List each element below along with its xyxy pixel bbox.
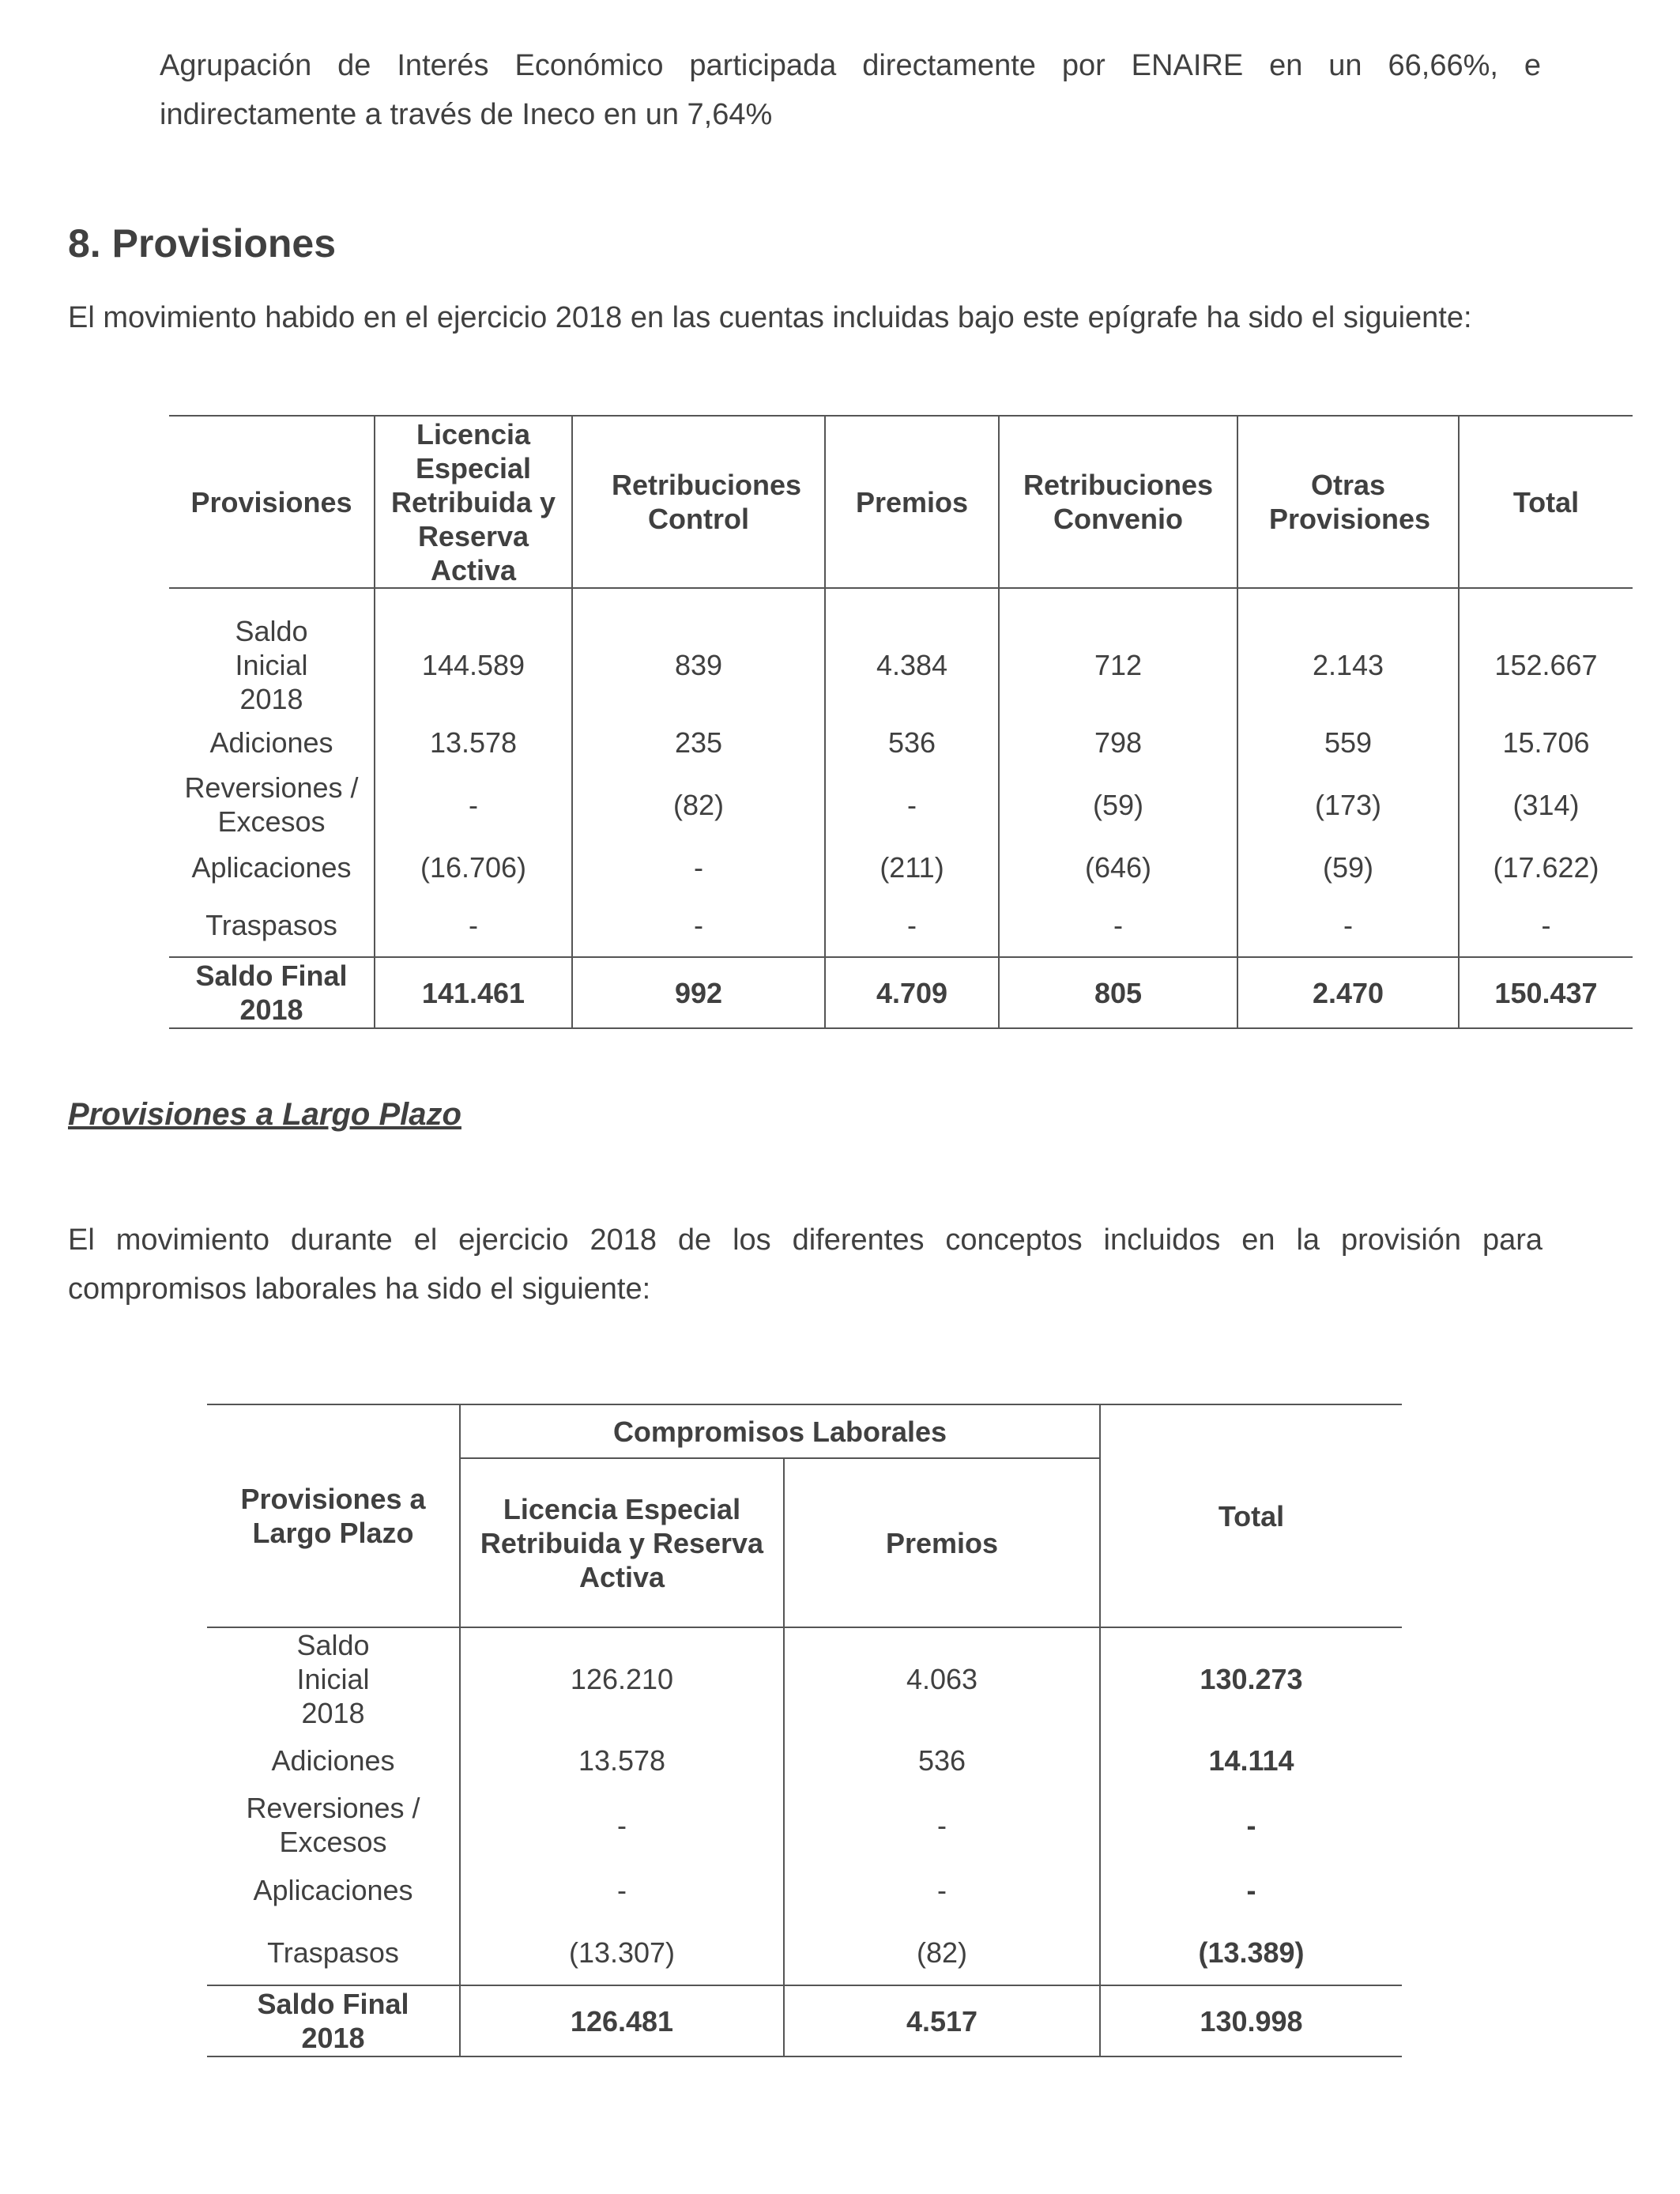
table-cell: (13.389) — [1100, 1920, 1402, 1985]
row-label: Adiciones — [271, 1744, 395, 1777]
col-header-licencia: Licencia Especial Retribuida y Reserva Activa — [460, 1458, 784, 1627]
table-cell: 2.470 — [1237, 957, 1459, 1028]
table-cell: - — [375, 893, 572, 957]
table-cell: 2.143 — [1237, 614, 1459, 716]
table-cell: - — [1237, 893, 1459, 957]
col-header-premios: Premios — [825, 416, 999, 588]
row-label: Saldo Final 2018 — [169, 957, 375, 1028]
provisiones-table — [169, 415, 1633, 1029]
table-header-row — [207, 1404, 1402, 1458]
table-cell: 126.210 — [460, 1627, 784, 1730]
table-cell: (13.307) — [460, 1920, 784, 1985]
table-cell: 144.589 — [375, 614, 572, 716]
table-cell: 798 — [999, 716, 1237, 768]
col-header-total: Total — [1100, 1404, 1402, 1627]
table-total-row — [169, 957, 1633, 1028]
row-label: Traspasos — [205, 908, 337, 941]
table-cell: - — [572, 841, 825, 893]
col-header-retribuciones-convenio: Retribuciones Convenio — [999, 416, 1237, 588]
row-label: Aplicaciones — [191, 850, 352, 884]
provisiones-largo-plazo-table — [207, 1404, 1402, 2057]
intro-paragraph: Agrupación de Interés Económico participada directamente por ENAIRE en un 66,66%, e indirectamente a través de Ineco en un 7,64% — [160, 49, 1541, 131]
col-header-licencia: Licencia Especial Retribuida y Reserva Activa — [375, 416, 572, 588]
section-heading: 8. Provisiones — [68, 221, 337, 266]
row-label: Traspasos — [267, 1936, 399, 1969]
row-label: Saldo Final 2018 — [207, 1985, 460, 2056]
table-cell: - — [460, 1860, 784, 1920]
row-label: Aplicaciones — [253, 1873, 413, 1906]
col-header-compromisos-laborales: Compromisos Laborales — [460, 1404, 1100, 1458]
table-cell: 4.384 — [825, 614, 999, 716]
table-cell: (314) — [1459, 768, 1633, 841]
table-cell: - — [825, 768, 999, 841]
row-label: Saldo Inicial 2018 — [296, 1629, 370, 1729]
table-cell: (17.622) — [1459, 841, 1633, 893]
table-cell: 152.667 — [1459, 614, 1633, 716]
table-cell: 839 — [572, 614, 825, 716]
table-cell: 805 — [999, 957, 1237, 1028]
table-cell: (59) — [999, 768, 1237, 841]
table-header-row — [169, 416, 1633, 588]
table-cell: 130.273 — [1100, 1627, 1402, 1730]
col-header-retribuciones-control: Retribuciones Control — [572, 416, 825, 588]
col-header-total: Total — [1459, 416, 1633, 588]
table-cell: 4.517 — [784, 1985, 1100, 2056]
table-row — [169, 893, 1633, 957]
subheading-largo-plazo: Provisiones a Largo Plazo — [68, 1097, 461, 1132]
col-header-otras-provisiones: Otras Provisiones — [1237, 416, 1459, 588]
col-header-premios: Premios — [784, 1458, 1100, 1627]
table-cell: 130.998 — [1100, 1985, 1402, 2056]
section-paragraph: El movimiento habido en el ejercicio 2018 en las cuentas incluidas bajo este epígrafe ha sido el siguiente: — [68, 301, 1472, 334]
table-cell: 13.578 — [375, 716, 572, 768]
table-total-row — [207, 1985, 1402, 2056]
table-row — [207, 1920, 1402, 1985]
table-cell: - — [460, 1790, 784, 1860]
table-row — [207, 1860, 1402, 1920]
table-cell: 712 — [999, 614, 1237, 716]
table-row — [169, 768, 1633, 841]
table-cell: (82) — [784, 1920, 1100, 1985]
row-label: Adiciones — [209, 726, 333, 759]
table-row — [169, 716, 1633, 768]
table-row — [207, 1790, 1402, 1860]
table-cell: - — [375, 768, 572, 841]
table-cell: 4.709 — [825, 957, 999, 1028]
table-cell: - — [784, 1860, 1100, 1920]
table-cell: 559 — [1237, 716, 1459, 768]
table-cell: (173) — [1237, 768, 1459, 841]
col-header-provisiones: Provisiones — [169, 416, 375, 588]
table-row — [207, 1730, 1402, 1790]
table-cell: 150.437 — [1459, 957, 1633, 1028]
largo-plazo-paragraph: El movimiento durante el ejercicio 2018 de los diferentes conceptos incluidos en la provisión para compromisos laborales ha sido el siguiente: — [68, 1223, 1543, 1306]
col-header-provisiones-largo-plazo: Provisiones a Largo Plazo — [207, 1404, 460, 1627]
table-cell: 536 — [825, 716, 999, 768]
table-cell: - — [1100, 1790, 1402, 1860]
table-cell: (646) — [999, 841, 1237, 893]
table-cell: - — [999, 893, 1237, 957]
table-cell: 4.063 — [784, 1627, 1100, 1730]
table-row — [169, 841, 1633, 893]
row-label: Reversiones / Excesos — [246, 1792, 420, 1858]
row-label: Reversiones / Excesos — [184, 771, 359, 838]
table-cell: - — [784, 1790, 1100, 1860]
table-row — [207, 1627, 1402, 1730]
table-cell: - — [1100, 1860, 1402, 1920]
table-cell: (82) — [572, 768, 825, 841]
table-cell: 15.706 — [1459, 716, 1633, 768]
table-cell: 992 — [572, 957, 825, 1028]
table-cell: (59) — [1237, 841, 1459, 893]
table-cell: - — [572, 893, 825, 957]
table-cell: 126.481 — [460, 1985, 784, 2056]
table-cell: 536 — [784, 1730, 1100, 1790]
table-cell: - — [1459, 893, 1633, 957]
table-cell: 14.114 — [1100, 1730, 1402, 1790]
table-cell: 141.461 — [375, 957, 572, 1028]
table-row — [169, 614, 1633, 716]
table-cell: (16.706) — [375, 841, 572, 893]
table-cell: - — [825, 893, 999, 957]
row-label: Saldo Inicial 2018 — [235, 615, 308, 715]
table-cell: 13.578 — [460, 1730, 784, 1790]
table-cell: (211) — [825, 841, 999, 893]
table-cell: 235 — [572, 716, 825, 768]
